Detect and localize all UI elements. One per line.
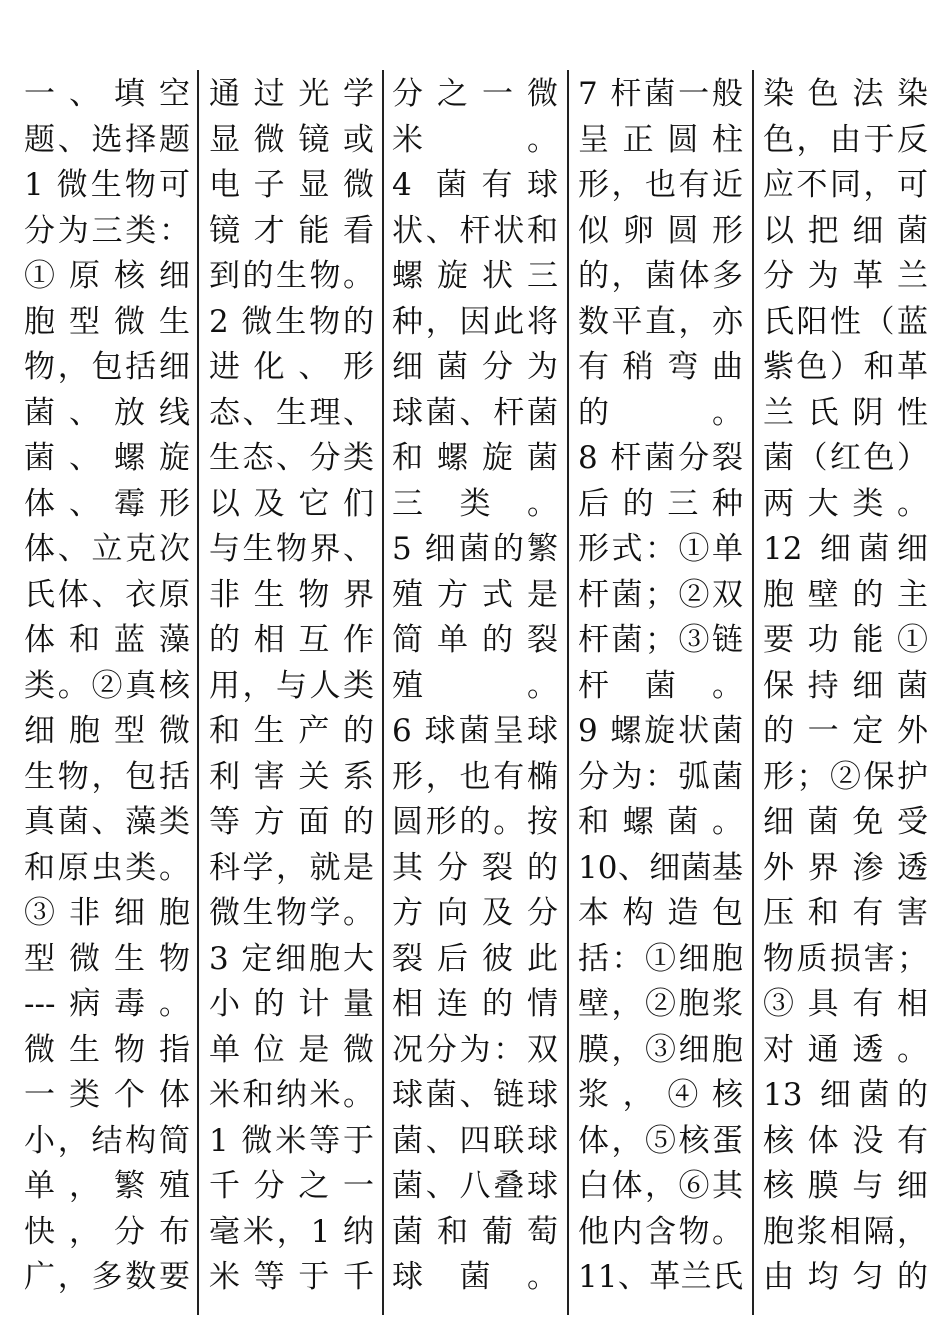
text-line: 他内含物。: [578, 1213, 743, 1250]
text-line: 型微生物: [24, 940, 190, 977]
text-line: 氏阳性（蓝: [763, 303, 928, 340]
text-line: 球菌。: [392, 1259, 558, 1295]
text-column-2: [209, 72, 374, 1301]
text-line: 球菌、链球: [392, 1077, 558, 1113]
text-line: 染色法染: [763, 76, 928, 112]
text-line: 4 菌有球: [392, 167, 558, 203]
column-divider-3: [567, 70, 569, 1315]
text-line: 3 定细胞大: [209, 940, 374, 977]
text-line: 膜，③细胞: [578, 1031, 743, 1068]
text-line: 利害关系: [209, 758, 374, 795]
text-line: 单位是微: [209, 1031, 374, 1068]
text-line: 裂后彼此: [392, 940, 558, 977]
text-line: 微生物学。: [209, 895, 374, 931]
text-line: 形；②保护: [763, 758, 928, 795]
text-line: 9 螺旋状菌: [578, 713, 743, 749]
text-line: ③非细胞: [24, 895, 190, 931]
text-line: 紫色）和革: [763, 349, 928, 385]
text-line: 11、革兰氏: [578, 1259, 743, 1295]
text-line: 细胞型微: [24, 713, 190, 749]
text-line: 的一定外: [763, 713, 928, 749]
text-line: 生物，包括: [24, 758, 190, 795]
text-line: 用，与人类: [209, 667, 374, 704]
text-line: 括：①细胞: [578, 940, 743, 977]
text-line: 一、填空: [24, 76, 190, 112]
text-column-5: [763, 72, 928, 1301]
text-line: 通过光学: [209, 76, 374, 112]
column-divider-2: [382, 70, 384, 1315]
text-line: 细菌分为: [392, 349, 558, 385]
text-line: 保持细菌: [763, 667, 928, 704]
text-line: 菌和葡萄: [392, 1213, 558, 1250]
text-line: 单，繁殖: [24, 1168, 190, 1204]
text-line: 以把细菌: [763, 212, 928, 249]
text-line: 以及它们: [209, 485, 374, 522]
text-line: 方向及分: [392, 895, 558, 931]
text-line: 三类。: [392, 485, 558, 522]
text-line: 真菌、藻类: [24, 804, 190, 840]
text-line: 8 杆菌分裂: [578, 440, 743, 476]
text-line: 后的三种: [578, 485, 743, 522]
text-column-4: [578, 72, 743, 1301]
column-divider-4: [752, 70, 754, 1315]
text-line: 杆菌；②双: [578, 576, 743, 613]
text-line: 题、选择题: [24, 121, 190, 158]
text-line: 壁，②胞浆: [578, 986, 743, 1022]
text-line: 和螺菌。: [578, 804, 743, 840]
text-line: 广，多数要: [24, 1259, 190, 1295]
text-line: 的，菌体多: [578, 258, 743, 294]
text-line: 小的计量: [209, 986, 374, 1022]
text-line: 核体没有: [763, 1122, 928, 1159]
text-line: 胞型微生: [24, 303, 190, 340]
text-column-3: [392, 72, 558, 1301]
text-line: 到的生物。: [209, 258, 374, 294]
text-line: 5 细菌的繁: [392, 531, 558, 567]
text-line: 应不同，可: [763, 167, 928, 203]
text-line: 状、杆状和: [392, 212, 558, 249]
text-line: 由均匀的: [763, 1259, 928, 1295]
text-line: 分为：弧菌: [578, 758, 743, 795]
text-line: 进化、形: [209, 349, 374, 385]
text-line: 兰氏阴性: [763, 394, 928, 431]
text-line: 7 杆菌一般: [578, 76, 743, 112]
text-line: ①原核细: [24, 258, 190, 294]
text-line: 等方面的: [209, 804, 374, 840]
text-line: 相连的情: [392, 986, 558, 1022]
text-line: 其分裂的: [392, 849, 558, 886]
text-line: 简单的裂: [392, 622, 558, 658]
text-line: 菌、放线: [24, 394, 190, 431]
text-line: 殖方式是: [392, 576, 558, 613]
text-line: 核膜与细: [763, 1168, 928, 1204]
text-line: 6 球菌呈球: [392, 713, 558, 749]
text-line: 对通透。: [763, 1031, 928, 1068]
text-column-1: [24, 72, 190, 1301]
text-line: 物质损害；: [763, 940, 928, 977]
text-line: 微生物指: [24, 1031, 190, 1068]
text-line: 数平直，亦: [578, 303, 743, 340]
text-line: 形，也有椭: [392, 758, 558, 795]
text-line: 菌、八叠球: [392, 1168, 558, 1204]
text-line: 的相互作: [209, 622, 374, 658]
text-line: 分为革兰: [763, 258, 928, 294]
text-line: 非生物界: [209, 576, 374, 613]
text-line: 呈正圆柱: [578, 121, 743, 158]
text-line: 电子显微: [209, 167, 374, 203]
text-line: 有稍弯曲: [578, 349, 743, 385]
text-line: 菌、螺旋: [24, 440, 190, 476]
text-line: 和生产的: [209, 713, 374, 749]
text-line: 胞浆相隔，: [763, 1213, 928, 1250]
text-line: 似卵圆形: [578, 212, 743, 249]
text-line: ③具有相: [763, 986, 928, 1022]
text-line: 球菌、杆菌: [392, 394, 558, 431]
text-line: 2 微生物的: [209, 303, 374, 340]
text-line: 形，也有近: [578, 167, 743, 203]
text-line: 本构造包: [578, 895, 743, 931]
text-line: 米。: [392, 121, 558, 158]
text-line: 小，结构简: [24, 1122, 190, 1159]
text-line: 形式：①单: [578, 531, 743, 567]
text-line: 和原虫类。: [24, 849, 190, 886]
text-line: 菌、四联球: [392, 1122, 558, 1159]
text-line: 体和蓝藻: [24, 622, 190, 658]
text-line: 浆，④核: [578, 1077, 743, 1113]
text-line: 10、细菌基: [578, 849, 743, 886]
text-line: 1 微生物可: [24, 167, 190, 203]
text-line: 显微镜或: [209, 121, 374, 158]
text-line: 态、生理、: [209, 394, 374, 431]
text-line: 白体，⑥其: [578, 1168, 743, 1204]
text-line: 物，包括细: [24, 349, 190, 385]
text-line: 千分之一: [209, 1168, 374, 1204]
text-line: 圆形的。按: [392, 804, 558, 840]
text-line: 杆菌。: [578, 667, 743, 704]
text-line: 的。: [578, 394, 743, 431]
text-line: 螺旋状三: [392, 258, 558, 294]
text-line: 13 细菌的: [763, 1077, 928, 1113]
text-line: 色，由于反: [763, 121, 928, 158]
text-line: ---病毒。: [24, 986, 190, 1022]
text-line: 压和有害: [763, 895, 928, 931]
text-line: 镜才能看: [209, 212, 374, 249]
text-line: 1 微米等于: [209, 1122, 374, 1159]
text-line: 氏体、衣原: [24, 576, 190, 613]
text-line: 米等于千: [209, 1259, 374, 1295]
text-line: 与生物界、: [209, 531, 374, 567]
text-line: 体、立克次: [24, 531, 190, 567]
text-line: 体，⑤核蛋: [578, 1122, 743, 1159]
text-line: 殖。: [392, 667, 558, 704]
text-line: 外界渗透: [763, 849, 928, 886]
text-line: 毫米，1 纳: [209, 1213, 374, 1250]
text-line: 生态、分类: [209, 440, 374, 476]
text-line: 细菌免受: [763, 804, 928, 840]
text-line: 12 细菌细: [763, 531, 928, 567]
text-line: 体、霉形: [24, 485, 190, 522]
text-line: 菌（红色）: [763, 440, 928, 476]
column-divider-1: [197, 70, 199, 1315]
text-line: 两大类。: [763, 485, 928, 522]
text-line: 科学，就是: [209, 849, 374, 886]
text-line: 快，分布: [24, 1213, 190, 1250]
text-line: 种，因此将: [392, 303, 558, 340]
text-line: 要功能①: [763, 622, 928, 658]
text-line: 胞壁的主: [763, 576, 928, 613]
text-line: 分为三类：: [24, 212, 190, 249]
text-line: 杆菌；③链: [578, 622, 743, 658]
text-line: 米和纳米。: [209, 1077, 374, 1113]
text-line: 况分为：双: [392, 1031, 558, 1068]
text-line: 一类个体: [24, 1077, 190, 1113]
text-line: 分之一微: [392, 76, 558, 112]
text-line: 和螺旋菌: [392, 440, 558, 476]
text-line: 类。②真核: [24, 667, 190, 704]
